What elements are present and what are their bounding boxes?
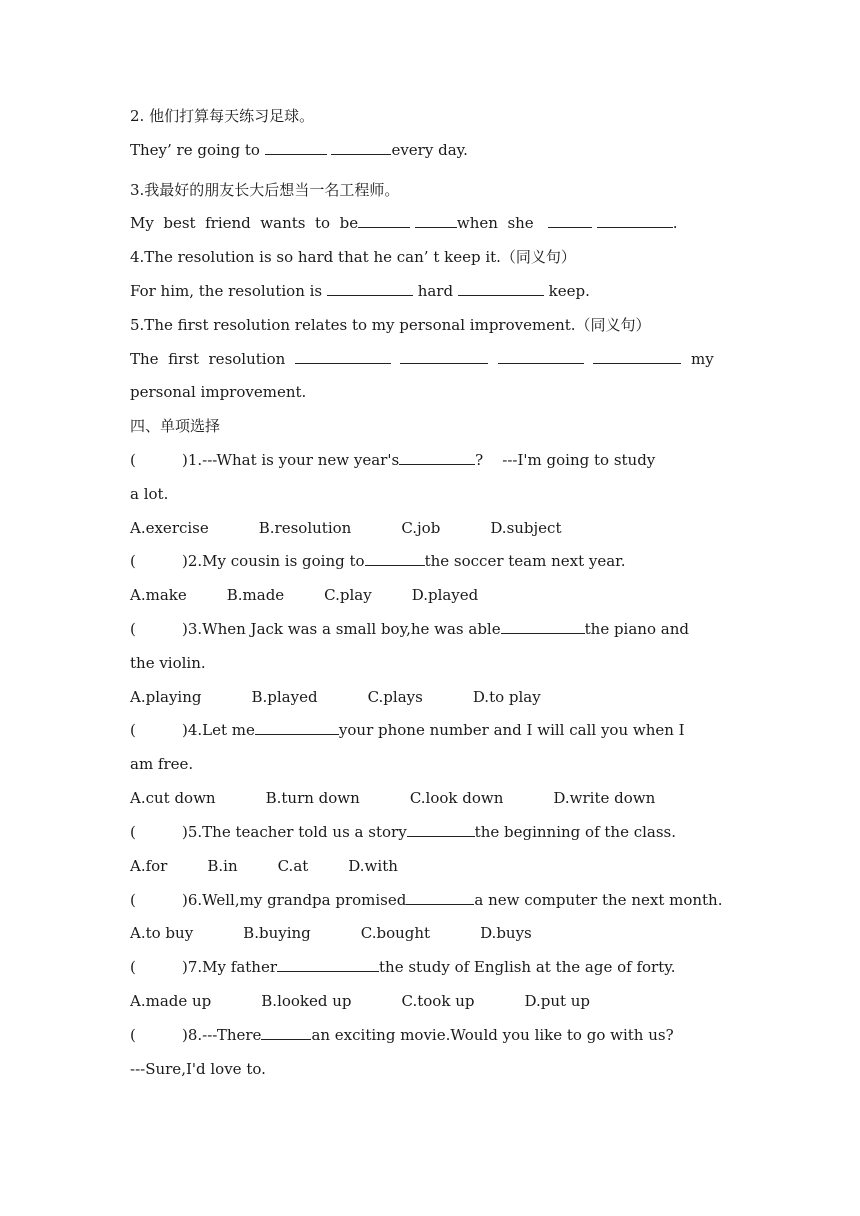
options-row	[130, 788, 730, 808]
q5-english	[130, 349, 730, 369]
paren-close: )	[182, 891, 188, 909]
question-text: an exciting movie.Would you like to go with us?	[311, 1026, 674, 1044]
q2-chinese: 2. 他们打算每天练习足球。	[130, 107, 315, 125]
option-d[interactable]: D.to play	[472, 688, 541, 706]
paren-open: (	[130, 721, 136, 739]
question-text: 2.My cousin is going to	[187, 552, 365, 570]
option-b[interactable]: B.in	[207, 857, 238, 875]
question-text: ? ---I'm going to study	[475, 451, 656, 469]
question-text: 3.When Jack was a small boy,he was able	[187, 620, 501, 638]
q4-english	[130, 281, 730, 301]
option-a[interactable]: A.for	[130, 857, 168, 875]
option-c[interactable]: C.at	[277, 857, 309, 875]
option-b[interactable]: B.looked up	[261, 992, 352, 1010]
question-text: your phone number and I will call you when I	[338, 721, 685, 739]
answer-blank[interactable]	[365, 551, 425, 566]
answer-blank[interactable]	[400, 349, 488, 364]
answer-blank[interactable]	[331, 140, 391, 155]
paren-close: )	[182, 721, 188, 739]
q5-english-cont: personal improvement.	[130, 383, 307, 401]
answer-blank[interactable]	[501, 619, 585, 634]
paren-close: )	[182, 451, 188, 469]
question-cont: a lot.	[130, 485, 169, 503]
question-cont: ---Sure,I'd love to.	[130, 1060, 266, 1078]
option-a[interactable]: A.made up	[130, 992, 212, 1010]
options-row	[130, 585, 730, 605]
option-c[interactable]: C.bought	[360, 924, 431, 942]
q3-text-a: My best friend wants to be	[130, 214, 359, 232]
options-row	[130, 923, 730, 943]
option-d[interactable]: D.buys	[480, 924, 532, 942]
paren-close: )	[182, 823, 188, 841]
option-b[interactable]: B.made	[226, 586, 285, 604]
question-cont: am free.	[130, 755, 194, 773]
question-text: 1.---What is your new year's	[187, 451, 400, 469]
option-d[interactable]: D.with	[348, 857, 398, 875]
q5-instruction: 5.The first resolution relates to my personal improvement.（同义句）	[130, 316, 651, 334]
options-row	[130, 687, 730, 707]
q3-chinese: 3.我最好的朋友长大后想当一名工程师。	[130, 181, 400, 199]
options-row	[130, 856, 730, 876]
answer-blank[interactable]	[498, 349, 584, 364]
section-title: 四、单项选择	[130, 417, 221, 435]
option-c[interactable]: C.look down	[409, 789, 504, 807]
answer-blank[interactable]	[255, 720, 339, 735]
option-c[interactable]: C.plays	[367, 688, 423, 706]
option-a[interactable]: A.playing	[130, 688, 202, 706]
question-line	[130, 1025, 730, 1045]
q3-text-c: .	[672, 214, 678, 232]
option-b[interactable]: B.resolution	[258, 519, 352, 537]
option-d[interactable]: D.played	[411, 586, 479, 604]
answer-blank[interactable]	[399, 450, 475, 465]
option-a[interactable]: A.exercise	[130, 519, 209, 537]
q5-text-b: my	[691, 350, 714, 368]
option-c[interactable]: C.play	[324, 586, 372, 604]
question-text: the piano and	[584, 620, 689, 638]
paren-open: (	[130, 620, 136, 638]
option-a[interactable]: A.make	[130, 586, 187, 604]
q3-text-b: when she	[456, 214, 534, 232]
question-text: 4.Let me	[187, 721, 255, 739]
paren-open: (	[130, 823, 136, 841]
option-c[interactable]: C.took up	[401, 992, 475, 1010]
paren-close: )	[182, 958, 188, 976]
q4-text-b: hard	[417, 282, 454, 300]
question-text: 8.---There	[187, 1026, 262, 1044]
answer-blank[interactable]	[327, 281, 413, 296]
paren-open: (	[130, 891, 136, 909]
option-d[interactable]: D.put up	[524, 992, 591, 1010]
paren-close: )	[182, 552, 188, 570]
answer-blank[interactable]	[593, 349, 681, 364]
answer-blank[interactable]	[406, 890, 474, 905]
q2-english	[130, 140, 730, 160]
paren-open: (	[130, 958, 136, 976]
q4-instruction: 4.The resolution is so hard that he can’ t keep it.（同义句）	[130, 248, 576, 266]
question-line	[130, 720, 730, 740]
answer-blank[interactable]	[295, 349, 391, 364]
option-b[interactable]: B.turn down	[265, 789, 360, 807]
option-c[interactable]: C.job	[401, 519, 441, 537]
question-text: 7.My father	[187, 958, 278, 976]
answer-blank[interactable]	[458, 281, 544, 296]
answer-blank[interactable]	[261, 1025, 311, 1040]
question-text: 5.The teacher told us a story	[187, 823, 407, 841]
paren-close: )	[182, 620, 188, 638]
answer-blank[interactable]	[415, 213, 457, 228]
answer-blank[interactable]	[277, 957, 379, 972]
answer-blank[interactable]	[548, 213, 592, 228]
answer-blank[interactable]	[265, 140, 327, 155]
q4-text-a: For him, the resolution is	[130, 282, 323, 300]
option-a[interactable]: A.to buy	[130, 924, 194, 942]
question-line	[130, 822, 730, 842]
q2-text-b: every day.	[391, 141, 468, 159]
option-d[interactable]: D.write down	[553, 789, 656, 807]
question-text: the soccer team next year.	[424, 552, 626, 570]
question-text: a new computer the next month.	[474, 891, 723, 909]
question-line	[130, 619, 730, 639]
question-text: 6.Well,my grandpa promised	[187, 891, 407, 909]
answer-blank[interactable]	[358, 213, 410, 228]
q4-text-c: keep.	[548, 282, 590, 300]
option-d[interactable]: D.subject	[490, 519, 562, 537]
paren-close: )	[182, 1026, 188, 1044]
question-cont: the violin.	[130, 654, 206, 672]
options-row	[130, 991, 730, 1011]
question-line	[130, 450, 730, 470]
q5-text-a: The first resolution	[130, 350, 286, 368]
option-b[interactable]: B.played	[251, 688, 318, 706]
question-line	[130, 890, 730, 910]
question-line	[130, 551, 730, 571]
question-text: the study of English at the age of forty.	[379, 958, 676, 976]
options-row	[130, 518, 730, 538]
paren-open: (	[130, 451, 136, 469]
q3-english	[130, 213, 730, 233]
paren-open: (	[130, 1026, 136, 1044]
question-line	[130, 957, 730, 977]
answer-blank[interactable]	[597, 213, 673, 228]
option-a[interactable]: A.cut down	[130, 789, 216, 807]
paren-open: (	[130, 552, 136, 570]
question-text: the beginning of the class.	[474, 823, 677, 841]
option-b[interactable]: B.buying	[243, 924, 311, 942]
q2-text-a: They’ re going to	[130, 141, 260, 159]
answer-blank[interactable]	[407, 822, 475, 837]
